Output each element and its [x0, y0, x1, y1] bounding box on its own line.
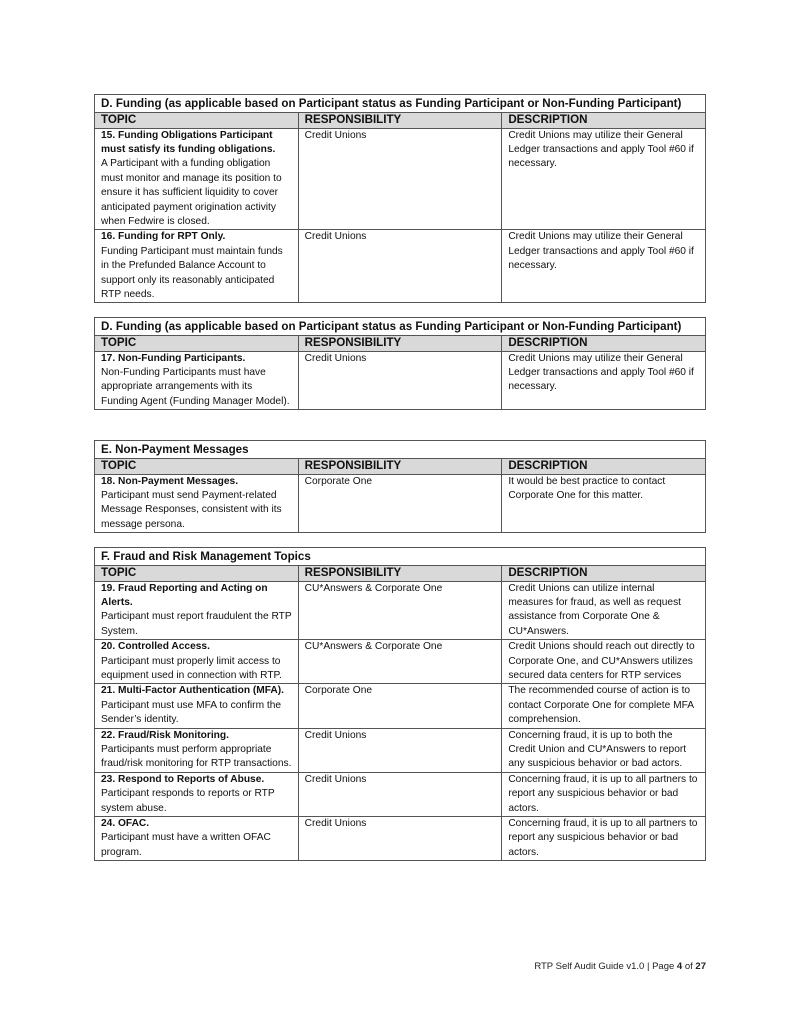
table-row [95, 581, 706, 640]
funding-table-2 [94, 317, 706, 410]
topic-cell [95, 640, 299, 684]
topic-title: 24. OFAC. [101, 818, 150, 829]
topic-title: 16. Funding for RPT Only. [101, 231, 226, 243]
footer-page-total: 27 [695, 961, 706, 972]
description-cell: The recommended course of action is to contact Corporate One for complete MFA comprehension. [502, 684, 706, 728]
topic-cell [95, 772, 299, 816]
fraud-risk-table [94, 547, 706, 861]
responsibility-cell: Corporate One [298, 684, 502, 728]
column-header-topic: TOPIC [95, 336, 299, 352]
topic-detail: Participant must use MFA to confirm the Sender’s identity. [101, 699, 282, 726]
topic-detail: Participant must have a written OFAC program. [101, 832, 271, 858]
column-header-topic: TOPIC [95, 459, 299, 475]
description-cell: Credit Unions may utilize their General Ledger transactions and apply Tool #60 if necessary. [502, 351, 706, 410]
topic-detail: Participant must report fraudulent the RTP System. [101, 611, 292, 637]
topic-cell [95, 684, 299, 728]
column-header-description: DESCRIPTION [502, 113, 706, 129]
table-row [95, 474, 706, 533]
topic-title: 15. Funding Obligations Participant must satisfy its funding obligations. [101, 129, 276, 155]
column-header-responsibility: RESPONSIBILITY [298, 113, 502, 129]
responsibility-cell: CU*Answers & Corporate One [298, 640, 502, 684]
section-title: D. Funding (as applicable based on Participant status as Funding Participant or Non-Funding Participant) [95, 95, 706, 113]
topic-detail: Non-Funding Participants must have appropriate arrangements with its Funding Agent (Funding Manager Model). [101, 366, 290, 407]
non-payment-table [94, 440, 706, 533]
footer-doc-title: RTP Self Audit Guide v1.0 [534, 961, 645, 972]
table-row [95, 728, 706, 772]
table-row [95, 817, 706, 861]
section-title: E. Non-Payment Messages [95, 441, 706, 459]
footer-separator: | [644, 961, 653, 972]
funding-table-1 [94, 94, 706, 303]
column-header-description: DESCRIPTION [502, 459, 706, 475]
description-cell: Credit Unions can utilize internal measures for fraud, as well as request assistance from Corporate One & CU*Answers. [502, 581, 706, 640]
description-cell: Concerning fraud, it is up to all partners to report any suspicious behavior or bad actors. [502, 772, 706, 816]
column-header-description: DESCRIPTION [502, 566, 706, 582]
column-header-responsibility: RESPONSIBILITY [298, 336, 502, 352]
column-header-responsibility: RESPONSIBILITY [298, 459, 502, 475]
footer-page-word: Page [652, 961, 677, 972]
topic-detail: Participants must perform appropriate fraud/risk monitoring for RTP transactions. [101, 743, 292, 770]
description-cell: Credit Unions should reach out directly to Corporate One, and CU*Answers utilizes secured data centers for RTP services [502, 640, 706, 684]
topic-detail: Participant must send Payment-related Message Responses, consistent with its message persona. [101, 489, 282, 530]
table-row [95, 684, 706, 728]
column-header-topic: TOPIC [95, 113, 299, 129]
section-title: F. Fraud and Risk Management Topics [95, 548, 706, 566]
topic-cell [95, 728, 299, 772]
responsibility-cell: Credit Unions [298, 728, 502, 772]
description-cell: It would be best practice to contact Corporate One for this matter. [502, 474, 706, 533]
footer-page-number: 4 [676, 961, 683, 972]
responsibility-cell: Credit Unions [298, 351, 502, 410]
column-header-responsibility: RESPONSIBILITY [298, 566, 502, 582]
topic-title: 18. Non-Payment Messages. [101, 475, 239, 487]
description-cell: Credit Unions may utilize their General Ledger transactions and apply Tool #60 if necessary. [502, 128, 706, 230]
page-footer [534, 961, 706, 972]
responsibility-cell: Credit Unions [298, 230, 502, 303]
table-row [95, 230, 706, 303]
responsibility-cell: CU*Answers & Corporate One [298, 581, 502, 640]
responsibility-cell: Credit Unions [298, 772, 502, 816]
responsibility-cell: Corporate One [298, 474, 502, 533]
topic-detail: A Participant with a funding obligation must monitor and manage its position to ensure it has sufficient liquidity to cover anticipated payment origination activity when Fedwire is closed. [101, 158, 282, 227]
topic-detail: Funding Participant must maintain funds in the Prefunded Balance Account to support only its reasonably anticipated RTP needs. [101, 245, 283, 300]
responsibility-cell: Credit Unions [298, 817, 502, 861]
footer-of-word: of [682, 961, 696, 972]
description-cell: Concerning fraud, it is up to all partners to report any suspicious behavior or bad actors. [502, 817, 706, 861]
topic-title: 21. Multi-Factor Authentication (MFA). [101, 685, 284, 697]
table-row [95, 351, 706, 410]
responsibility-cell: Credit Unions [298, 128, 502, 230]
topic-cell [95, 128, 299, 230]
section-title: D. Funding (as applicable based on Participant status as Funding Participant or Non-Funding Participant) [95, 318, 706, 336]
topic-title: 23. Respond to Reports of Abuse. [101, 773, 265, 785]
table-row [95, 640, 706, 684]
table-row [95, 128, 706, 230]
topic-cell [95, 474, 299, 533]
column-header-topic: TOPIC [95, 566, 299, 582]
topic-title: 19. Fraud Reporting and Acting on Alerts. [101, 582, 268, 608]
column-header-description: DESCRIPTION [502, 336, 706, 352]
topic-title: 17. Non-Funding Participants. [101, 352, 246, 364]
topic-detail: Participant must properly limit access to equipment used in connection with RTP. [101, 655, 282, 681]
topic-title: 20. Controlled Access. [101, 641, 210, 653]
topic-cell [95, 351, 299, 410]
topic-cell [95, 230, 299, 303]
table-row [95, 772, 706, 816]
description-cell: Concerning fraud, it is up to both the Credit Union and CU*Answers to report any suspicious behavior or bad actors. [502, 728, 706, 772]
description-cell: Credit Unions may utilize their General Ledger transactions and apply Tool #60 if necessary. [502, 230, 706, 303]
topic-cell [95, 817, 299, 861]
topic-title: 22. Fraud/Risk Monitoring. [101, 729, 229, 741]
topic-detail: Participant responds to reports or RTP system abuse. [101, 788, 275, 814]
topic-cell [95, 581, 299, 640]
